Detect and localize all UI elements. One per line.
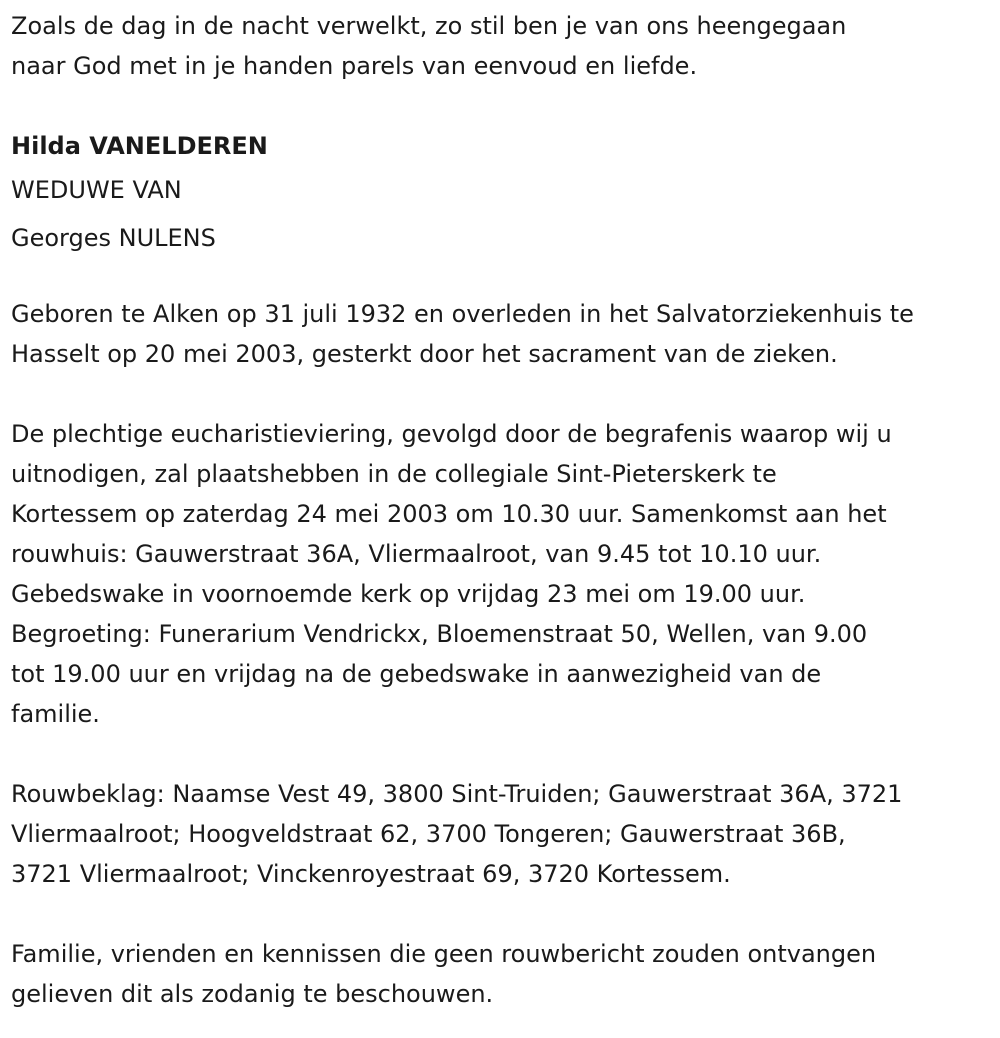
birth-death-paragraph bbox=[11, 294, 996, 374]
paragraph-line: gelieven dit als zodanig te beschouwen. bbox=[11, 980, 494, 1008]
paragraph-line: familie. bbox=[11, 700, 100, 728]
intro-verse bbox=[11, 6, 996, 86]
ceremony-paragraph bbox=[11, 414, 996, 734]
closing-paragraph bbox=[11, 934, 996, 1014]
paragraph-line: Rouwbeklag: Naamse Vest 49, 3800 Sint-Truiden; Gauwerstraat 36A, 3721 bbox=[11, 780, 903, 808]
spacer bbox=[11, 894, 996, 934]
relation-label: WEDUWE VAN bbox=[11, 176, 182, 204]
paragraph-line: Hasselt op 20 mei 2003, gesterkt door het sacrament van de zieken. bbox=[11, 340, 838, 368]
paragraph-line: Begroeting: Funerarium Vendrickx, Bloemenstraat 50, Wellen, van 9.00 bbox=[11, 620, 868, 648]
spacer bbox=[11, 734, 996, 774]
paragraph-line: Familie, vrienden en kennissen die geen rouwbericht zouden ontvangen bbox=[11, 940, 877, 968]
paragraph-line: Gebedswake in voornoemde kerk op vrijdag 23 mei om 19.00 uur. bbox=[11, 580, 806, 608]
intro-line: Zoals de dag in de nacht verwelkt, zo stil ben je van ons heengegaan bbox=[11, 12, 847, 40]
paragraph-line: rouwhuis: Gauwerstraat 36A, Vliermaalroot, van 9.45 tot 10.10 uur. bbox=[11, 540, 822, 568]
spacer bbox=[11, 374, 996, 414]
obituary-document bbox=[11, 6, 996, 1014]
paragraph-line: uitnodigen, zal plaatshebben in de collegiale Sint-Pieterskerk te bbox=[11, 460, 777, 488]
condolences-paragraph bbox=[11, 774, 996, 894]
paragraph-line: Kortessem op zaterdag 24 mei 2003 om 10.30 uur. Samenkomst aan het bbox=[11, 500, 887, 528]
paragraph-line: Geboren te Alken op 31 juli 1932 en overleden in het Salvatorziekenhuis te bbox=[11, 300, 914, 328]
intro-line: naar God met in je handen parels van eenvoud en liefde. bbox=[11, 52, 698, 80]
deceased-name: Hilda VANELDEREN bbox=[11, 132, 268, 160]
spouse-name: Georges NULENS bbox=[11, 224, 216, 252]
paragraph-line: Vliermaalroot; Hoogveldstraat 62, 3700 Tongeren; Gauwerstraat 36B, bbox=[11, 820, 846, 848]
spacer bbox=[11, 262, 996, 294]
paragraph-line: 3721 Vliermaalroot; Vinckenroyestraat 69, 3720 Kortessem. bbox=[11, 860, 731, 888]
paragraph-line: De plechtige eucharistieviering, gevolgd door de begrafenis waarop wij u bbox=[11, 420, 892, 448]
paragraph-line: tot 19.00 uur en vrijdag na de gebedswake in aanwezigheid van de bbox=[11, 660, 822, 688]
deceased-block bbox=[11, 126, 996, 262]
